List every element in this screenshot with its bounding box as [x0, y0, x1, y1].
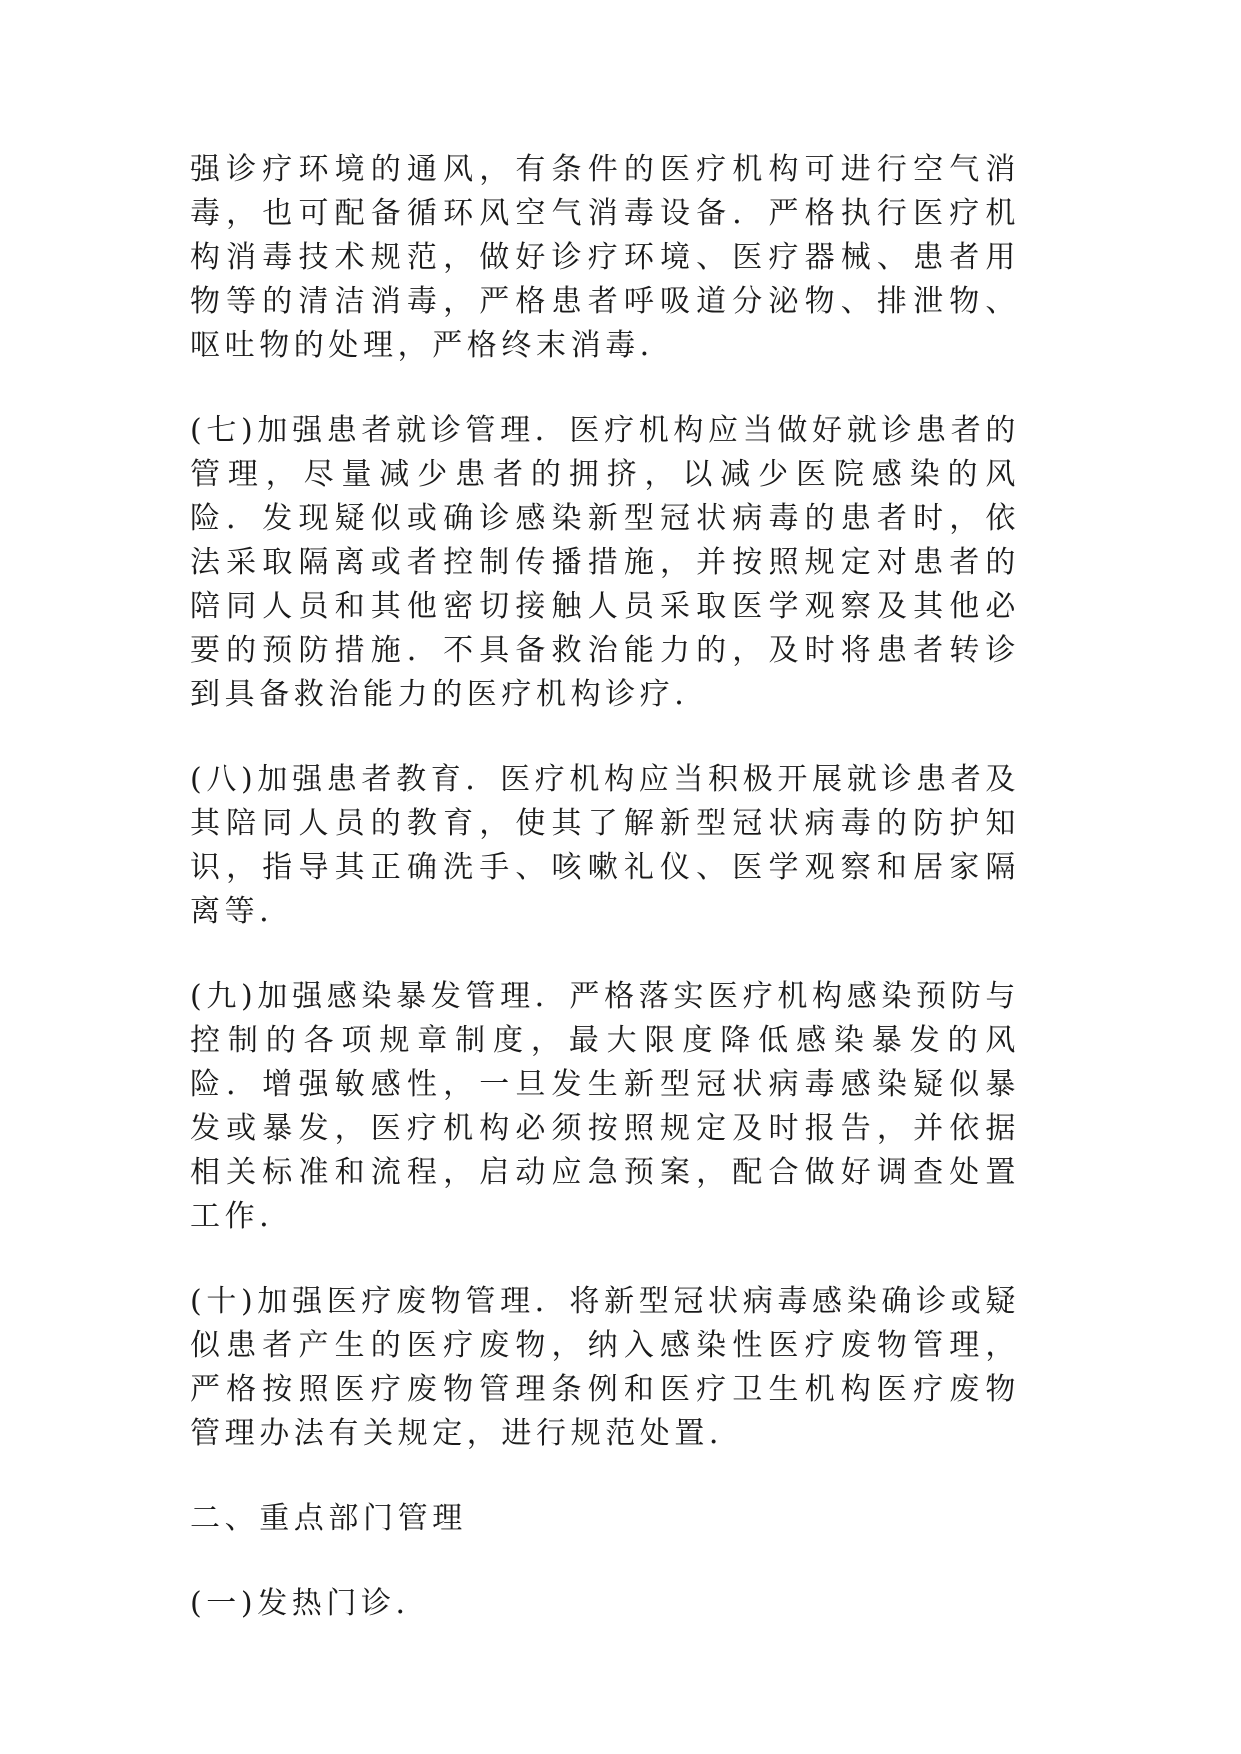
- paragraph-patient-education: (八)加强患者教育．医疗机构应当积极开展就诊患者及其陪同人员的教育，使其了解新型冠状病毒的防护知识，指导其正确洗手、咳嗽礼仪、医学观察和居家隔离等．: [190, 762, 1020, 929]
- paragraph-medical-waste-management: (十)加强医疗废物管理．将新型冠状病毒感染确诊或疑似患者产生的医疗废物，纳入感染性医疗废物管理，严格按照医疗废物管理条例和医疗卫生机构医疗废物管理办法有关规定，进行规范处置．: [190, 1284, 1020, 1451]
- paragraph-disinfection: 强诊疗环境的通风，有条件的医疗机构可进行空气消毒，也可配备循环风空气消毒设备．严格执行医疗机构消毒技术规范，做好诊疗环境、医疗器械、患者用物等的清洁消毒，严格患者呼吸道分泌物、排泄物、呕吐物的处理，严格终末消毒．: [190, 152, 1020, 363]
- paragraph-outbreak-management: (九)加强感染暴发管理．严格落实医疗机构感染预防与控制的各项规章制度，最大限度降低感染暴发的风险．增强敏感性，一旦发生新型冠状病毒感染疑似暴发或暴发，医疗机构必须按照规定及时报告，并依据相关标准和流程，启动应急预案，配合做好调查处置工作．: [190, 979, 1020, 1234]
- subsection-heading-fever-clinic: (一)发热门诊．: [190, 1586, 431, 1621]
- paragraph-patient-visit-management: (七)加强患者就诊管理．医疗机构应当做好就诊患者的管理，尽量减少患者的拥挤，以减少医院感染的风险．发现疑似或确诊感染新型冠状病毒的患者时，依法采取隔离或者控制传播措施，并按照规定对患者的陪同人员和其他密切接触人员采取医学观察及其他必要的预防措施．不具备救治能力的，及时将患者转诊到具备救治能力的医疗机构诊疗．: [190, 413, 1020, 712]
- document-body: [190, 148, 1020, 1667]
- section-heading-key-departments: 二、重点部门管理: [190, 1501, 467, 1536]
